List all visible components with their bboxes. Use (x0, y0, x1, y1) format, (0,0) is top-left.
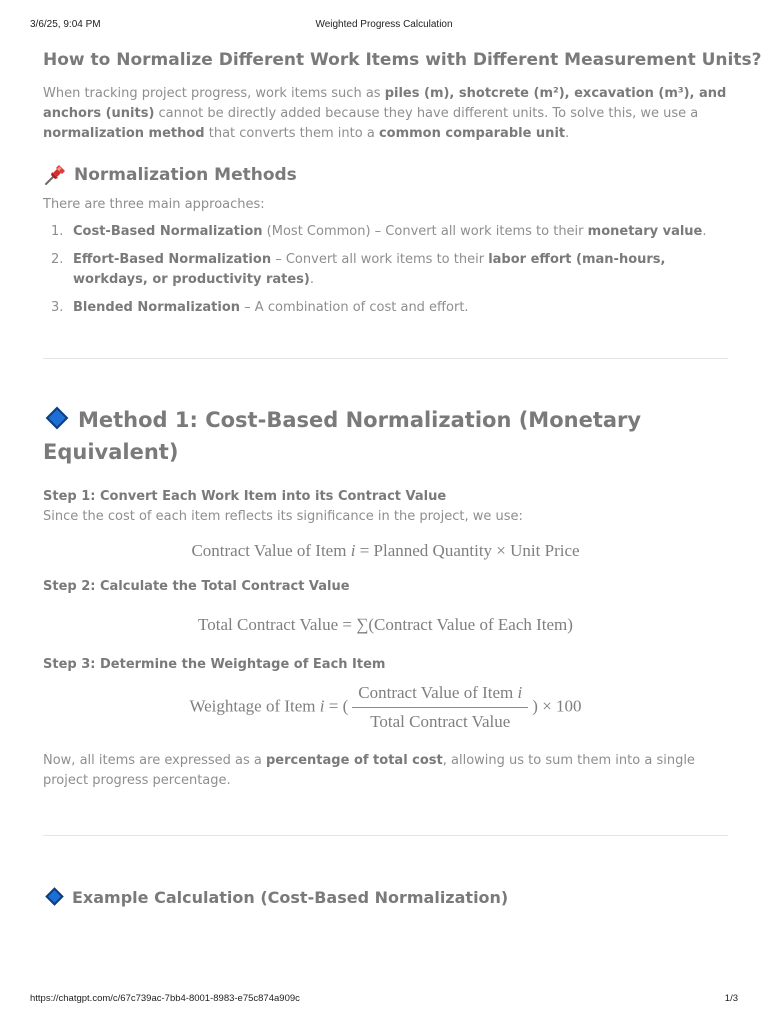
example-heading: Example Calculation (Cost-Based Normalization) (43, 886, 728, 910)
blue-diamond-icon (45, 887, 63, 905)
method1-heading: Method 1: Cost-Based Normalization (Monetary Equivalent) (43, 408, 642, 464)
step3-title: Step 3: Determine the Weightage of Each Item (43, 657, 386, 672)
intro-emphasis-items: piles (m), shotcrete (m²), excavation (m³), and anchors (units) (43, 86, 727, 121)
page-url: https://chatgpt.com/c/67c739ac-7bb4-8001-8983-e75c874a909c (30, 993, 300, 1004)
list-item: 1. Cost-Based Normalization (Most Common) – Convert all work items to their monetary value. (51, 224, 707, 239)
conclusion-paragraph: Now, all items are expressed as a percentage of total cost, allowing us to sum them into a single project progress percentage. (43, 753, 695, 788)
document-content (43, 48, 762, 910)
formula-total-contract-value: Total Contract Value = ∑(Contract Value of Each Item) (198, 615, 573, 634)
formula-weightage: Weightage of Item i = ( $\frac{\text{Contract Value of Item i}}{\text{Total Contract Value}}$ ) × 100 (189, 683, 582, 731)
intro-emphasis-unit: common comparable unit (378, 126, 566, 141)
pushpin-icon (43, 163, 67, 187)
approaches-lead: There are three main approaches: (43, 197, 265, 212)
normalization-methods-heading (43, 163, 728, 187)
weightage-fraction: $\frac{\text{Contract Value of Item i}}{\text{Total Contract Value}}$ (352, 682, 528, 733)
intro-emphasis-method: normalization method (43, 126, 205, 141)
blue-diamond-icon (46, 407, 69, 430)
formula-contract-value: Contract Value of Item i = Planned Quantity × Unit Price (191, 541, 580, 560)
print-footer (30, 993, 738, 1007)
methods-list (43, 222, 728, 318)
section-divider (43, 835, 728, 836)
section-divider (43, 358, 728, 359)
print-page-title: Weighted Progress Calculation (315, 19, 453, 30)
page-title: How to Normalize Different Work Items with Different Measurement Units? (43, 50, 762, 70)
list-item: 2. Effort-Based Normalization – Convert all work items to their labor effort (man-hours, workdays, or productivity rates). (51, 252, 666, 287)
print-header (30, 19, 738, 33)
normalization-methods-title: Normalization Methods (74, 165, 297, 185)
intro-paragraph: When tracking project progress, work items such as piles (m), shotcrete (m²), excavation (m³), and anchors (units) cannot be directly added because they have different units. To solve this, we use a normalization method that converts them into a common comparable unit. (43, 86, 727, 141)
step1-title: Step 1: Convert Each Work Item into its Contract Value (43, 489, 447, 504)
page-number: 1/3 (724, 993, 738, 1004)
step1-text: Since the cost of each item reflects its significance in the project, we use: (43, 509, 523, 524)
list-item: 3. Blended Normalization – A combination of cost and effort. (51, 300, 469, 315)
step2-title: Step 2: Calculate the Total Contract Value (43, 579, 350, 594)
print-datetime: 3/6/25, 9:04 PM (30, 19, 101, 30)
